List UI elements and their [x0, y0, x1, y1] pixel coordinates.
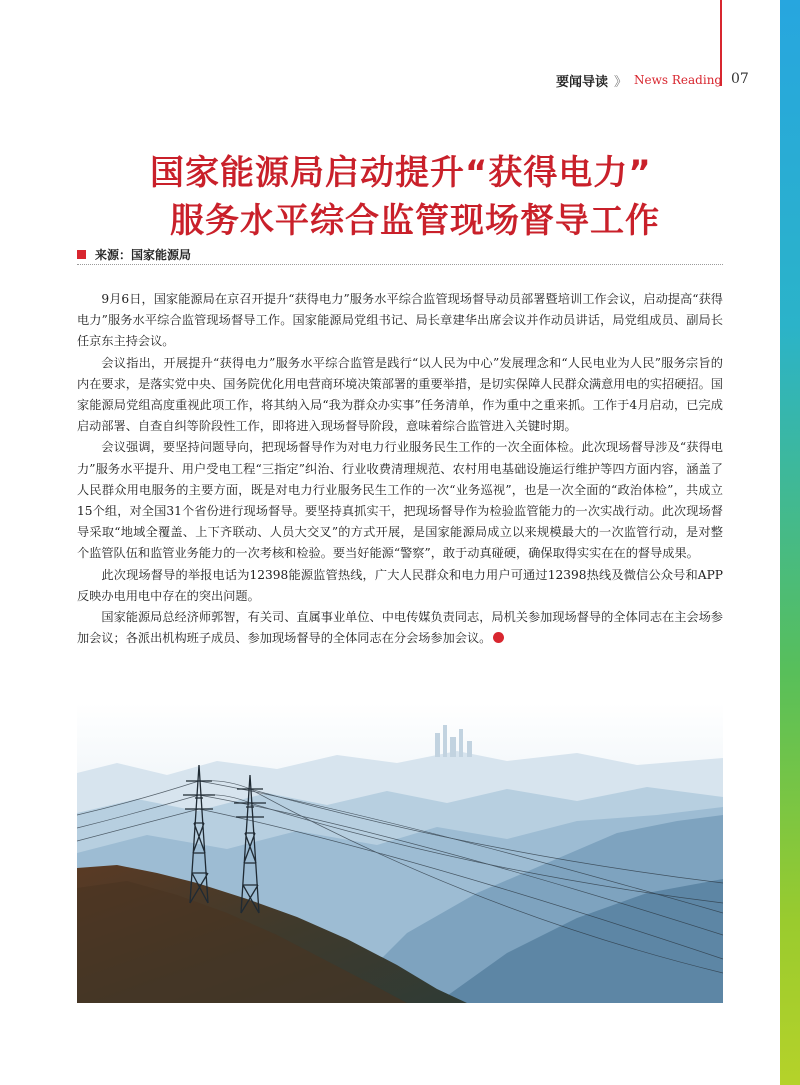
section-label: 要闻导读 — [556, 74, 609, 90]
page-number: 07 — [731, 71, 749, 87]
power-line-landscape-photo — [77, 703, 723, 1003]
article-paragraph: 此次现场督导的举报电话为12398能源监管热线，广大人民群众和电力用户可通过12398热线及微信公众号和APP反映办电用电中存在的突出问题。 — [77, 567, 723, 603]
article-paragraph-text: 国家能源局总经济师郭智，有关司、直属事业单位、中电传媒负责同志，局机关参加现场督导的全体同志在主会场参加会议；各派出机构班子成员、参加现场督导的全体同志在分会场参加会议。 — [77, 610, 723, 646]
article-paragraph: 会议指出，开展提升“获得电力”服务水平综合监管是践行“以人民为中心”发展理念和“人民电业为人民”服务宗旨的内在要求，是落实党中央、国务院优化用电营商环境决策部署的重要举措，是切实保障人民群众满意用电的实招硬招。国家能源局党组高度重视此项工作，将其纳入局“我为群众办实事”任务清单，作为重中之重来抓。工作于4月启动，已完成启动部署、自查自纠等阶段性工作，即将进入现场督导阶段，意味着综合监管进入关键时期。 — [77, 355, 723, 434]
article-title-line-1: 国家能源局启动提升“获得电力” — [150, 153, 652, 193]
article-paragraph-last — [77, 607, 723, 649]
page-edge-color-stripe — [780, 0, 800, 1085]
double-chevron-icon: 》 — [614, 74, 625, 90]
red-square-icon — [77, 250, 86, 259]
article-paragraph: 9月6日，国家能源局在京召开提升“获得电力”服务水平综合监管现场督导动员部署暨培训工作会议，启动提高“获得电力”服务水平综合监管现场督导工作。国家能源局党组书记、局长章建华出席会议并作动员讲话，局党组成员、副局长任京东主持会议。 — [77, 292, 723, 349]
source-text: 来源：国家能源局 — [95, 247, 192, 262]
source-divider — [77, 264, 723, 265]
section-label-en: News Reading — [634, 73, 723, 87]
article-paragraph: 会议强调，要坚持问题导向，把现场督导作为对电力行业服务民生工作的一次全面体检。此次现场督导涉及“获得电力”服务水平提升、用户受电工程“三指定”纠治、行业收费清理规范、农村用电基础设施运行维护等四方面内容，涵盖了人民群众用电服务的主要方面，既是对电力行业服务民生工作的一次“业务巡视”，也是一次全面的“政治体检”，共成立15个组，对全国31个省份进行现场督导。要坚持真抓实干，把现场督导作为检验监管能力的一次实战行动。此次现场督导采取“地域全覆盖、上下齐联动、人员大交叉”的方式开展，是国家能源局成立以来规模最大的一次监管行动，是对整个监管队伍和监管业务能力的一次考核和检验。要当好能源“警察”，敢于动真碰硬，确保取得实实在在的督导成果。 — [77, 440, 723, 561]
article-body — [77, 289, 723, 649]
magazine-end-mark-icon — [493, 632, 504, 643]
landscape-illustration — [77, 703, 723, 1003]
article-title-line-2: 服务水平综合监管现场督导工作 — [170, 201, 660, 241]
section-header — [556, 71, 722, 89]
source-bar — [77, 247, 191, 261]
